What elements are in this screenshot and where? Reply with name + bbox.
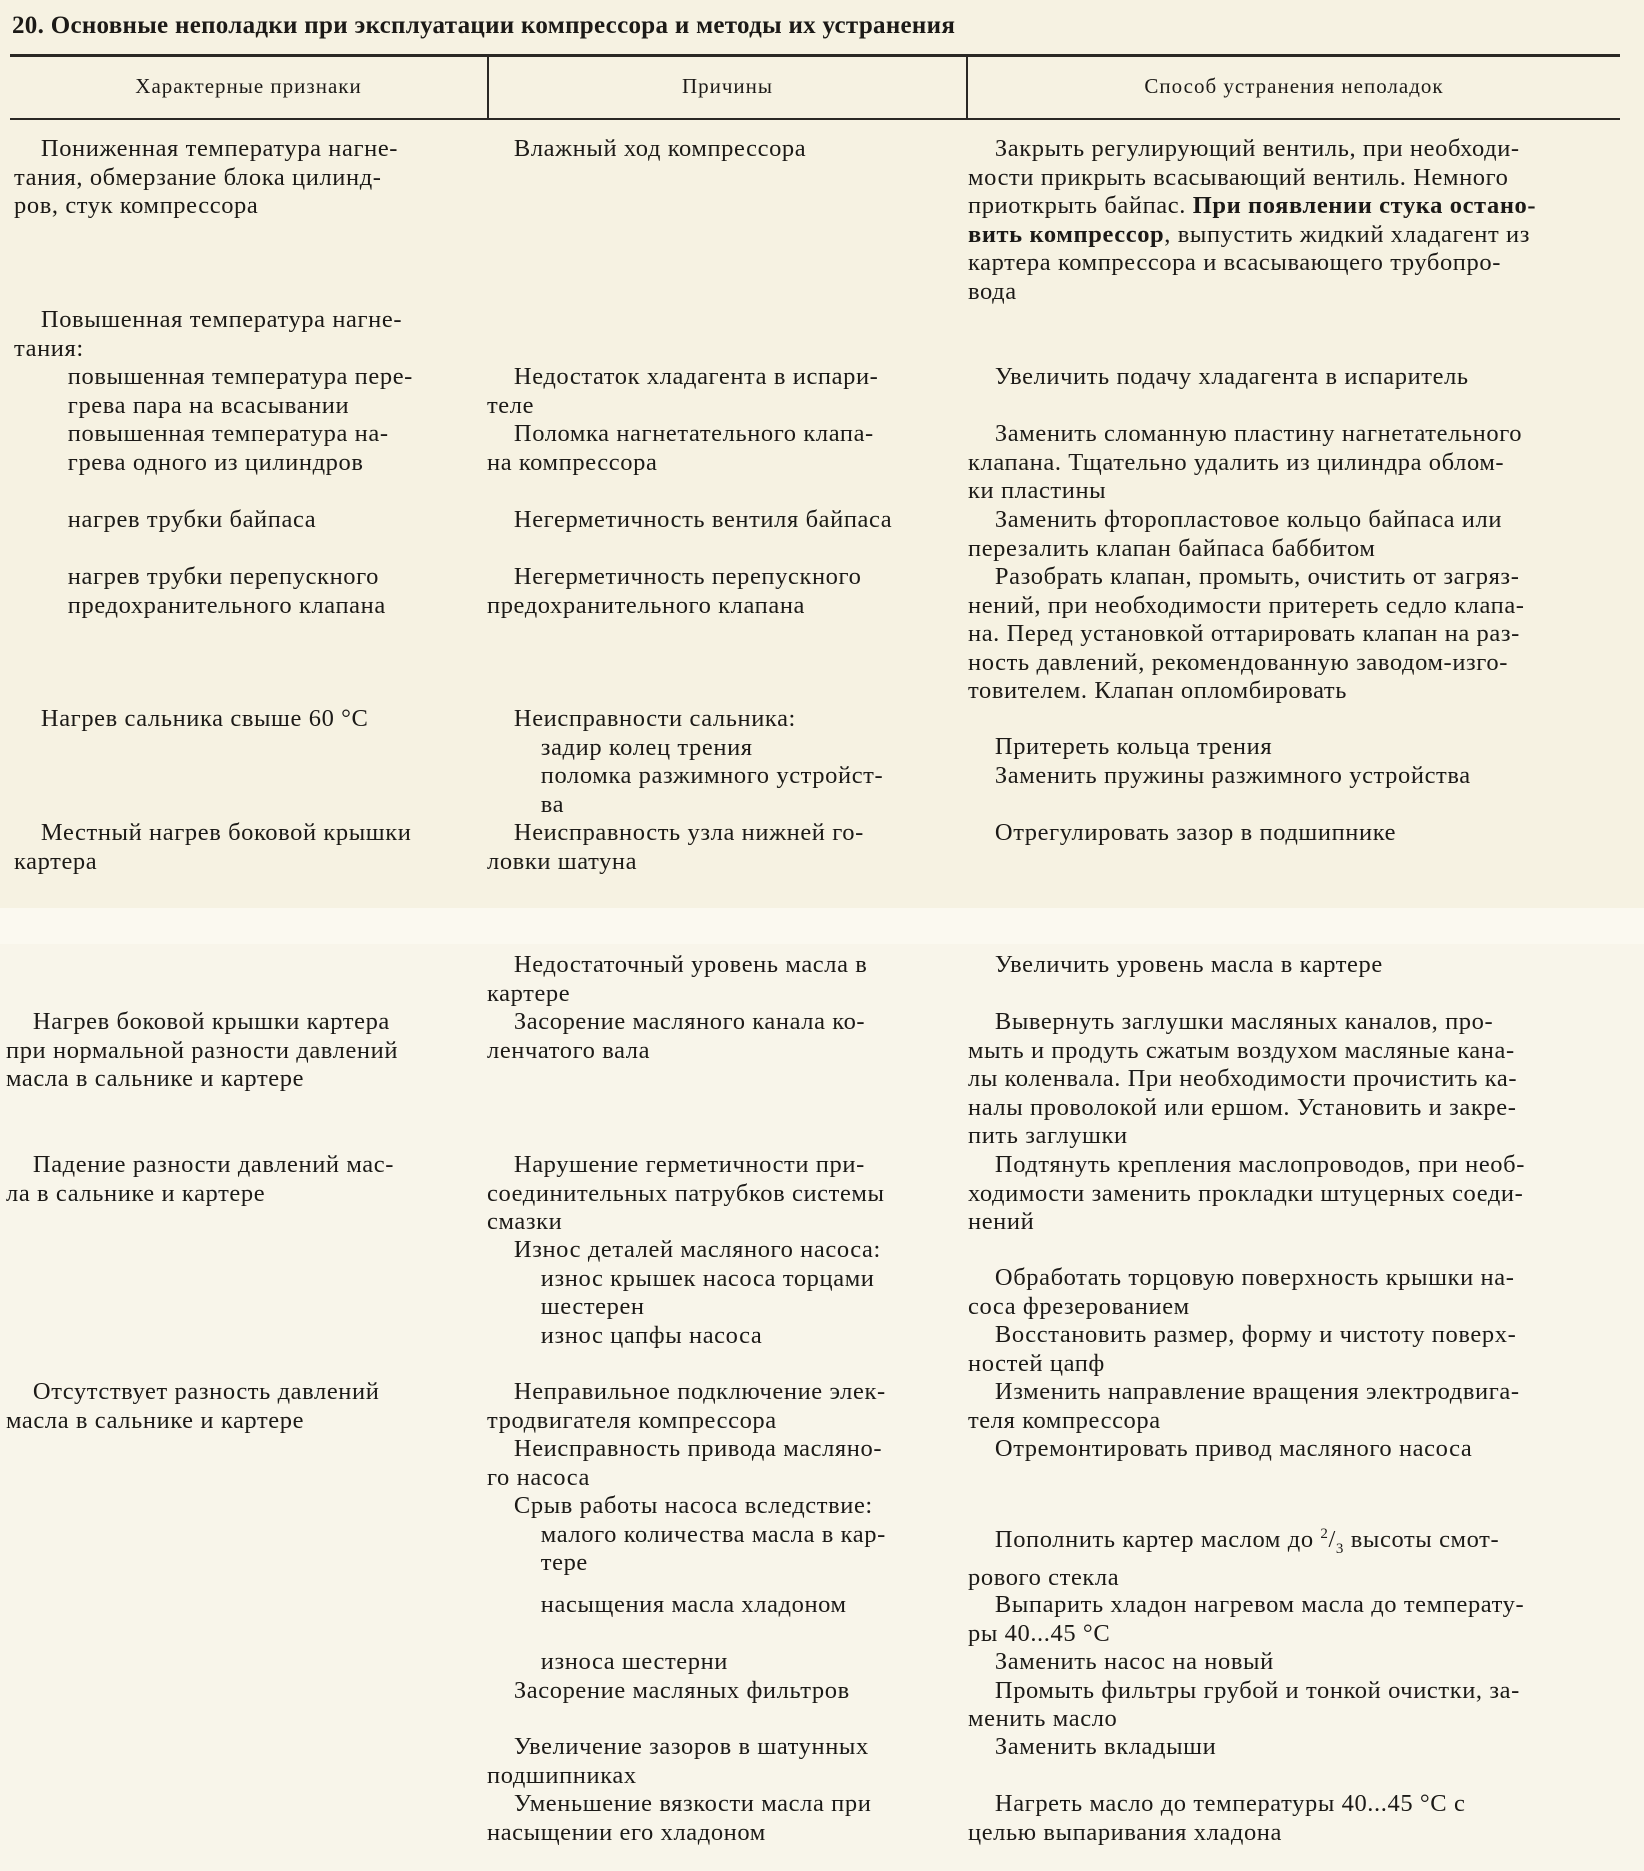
cause-cell: Негерметичность перепускного предохранительного клапана	[487, 563, 862, 619]
remedy-cell: Пополнить картер маслом до $^2/_3$ высоты смот- рового стекла	[968, 1526, 1500, 1591]
header-causes: Причины	[681, 74, 774, 98]
cause-cell: Недостаток хладагента в испари- теле	[487, 363, 879, 419]
remedy-cell: Разобрать клапан, промыть, очистить от загряз- нений, при необходимости притереть седло клапа- на. Перед установкой оттарировать клапан на раз- ность давлений, рекомендованную заводом-изго- товителем. Клапан опломбировать	[968, 563, 1525, 704]
cause-cell: износа шестерни Засорение масляных фильтров	[513, 1648, 850, 1704]
remedy-cell: Увеличить подачу хладагента в испаритель	[968, 363, 1469, 390]
cause-cell: Неисправность узла нижней го- ловки шатуна	[487, 819, 864, 875]
fraction-numerator: 2	[1320, 1526, 1329, 1542]
remedy-cell: Притереть кольца трения Заменить пружины разжимного устройства	[994, 733, 1471, 789]
cause-cell: Износ деталей масляного насоса: износ крышек насоса торцами шестерен износ цапфы насоса	[513, 1236, 881, 1349]
cause-cell: Неправильное подключение элек- тродвигателя компрессора Неисправность привода масляно- го насоса Срыв работы насоса вследствие: малого количества масла в кар- тере	[487, 1378, 886, 1576]
remedy-cell: Обработать торцовую поверхность крышки на- соса фрезерованием Восстановить размер, форму и чистоту поверх- ностей цапф	[968, 1264, 1517, 1377]
header-remedies: Способ устранения неполадок	[1144, 74, 1444, 98]
cause-cell: Поломка нагнетательного клапа- на компрессора	[487, 420, 874, 476]
symptom-cell: Нагрев сальника свыше 60 °C	[14, 705, 369, 732]
remedy-cell: Отрегулировать зазор в подшипнике	[968, 819, 1397, 846]
cause-cell: Неисправности сальника: задир колец трения поломка разжимного устройст- ва	[513, 705, 884, 818]
remedy-text: , выпустить жидкий хладагент из картера компрессора и всасывающего трубопро- вода	[968, 220, 1530, 305]
page-break-band	[0, 908, 1644, 944]
remedy-emphasis: При появлении стука остано- вить компрессор	[968, 192, 1537, 248]
remedy-text: Пополнить картер маслом до	[968, 1526, 1321, 1554]
table-top-rule	[10, 54, 1620, 57]
remedy-cell: Вывернуть заглушки масляных каналов, про- мыть и продуть сжатым воздухом масляные кана- лы коленвала. При необходимости прочистить ка- налы проволокой или ершом. Установить и закре- пить заглушки	[968, 1008, 1518, 1149]
symptom-cell: Нагрев боковой крышки картера при нормальной разности давлений масла в сальнике и картере	[6, 1008, 399, 1092]
symptom-cell: Повышенная температура нагне- тания:	[14, 306, 403, 362]
fraction-denominator: 3	[1335, 1541, 1345, 1558]
remedy-cell: Увеличить уровень масла в картере	[968, 951, 1383, 978]
remedy-cell: Подтянуть крепления маслопроводов, при необ- ходимости заменить прокладки штуцерных соеди- нений	[968, 1151, 1525, 1235]
remedy-cell: Заменить фторопластовое кольцо байпаса или перезалить клапан байпаса баббитом	[968, 506, 1503, 562]
symptom-cell: Отсутствует разность давлений масла в сальнике и картере	[6, 1378, 380, 1434]
remedy-text: высоты смот- рового стекла	[968, 1526, 1500, 1591]
remedy-cell: Заменить сломанную пластину нагнетательного клапана. Тщательно удалить из цилиндра облом- ки пластины	[968, 420, 1523, 504]
remedy-cell: Изменить направление вращения электродвига- теля компрессора Отремонтировать привод масляного насоса	[968, 1378, 1520, 1462]
remedy-cell: Выпарить хладон нагревом масла до температу- ры 40...45 °C	[968, 1591, 1525, 1647]
header-bottom-rule	[10, 118, 1620, 120]
symptom-cell: повышенная температура на- грева одного из цилиндров	[67, 420, 389, 476]
cause-cell: Негерметичность вентиля байпаса	[487, 506, 893, 533]
remedy-cell: Заменить насос на новый Промыть фильтры грубой и тонкой очистки, за- менить масло	[968, 1648, 1520, 1732]
remedy-cell: Заменить вкладыши Нагреть масло до температуры 40...45 °C с целью выпаривания хладона	[968, 1733, 1466, 1846]
cause-cell: Засорение масляного канала ко- ленчатого вала	[487, 1008, 866, 1064]
remedy-text: Закрыть регулирующий вентиль, при необходи- мости прикрыть всасывающий вентиль. Немного приоткрыть байпас.	[968, 135, 1520, 219]
symptom-cell: Падение разности давлений мас- ла в сальнике и картере	[6, 1151, 395, 1207]
cause-cell: Влажный ход компрессора	[487, 135, 807, 162]
table-title: 20. Основные неполадки при эксплуатации компрессора и методы их устранения	[12, 12, 956, 39]
symptom-cell: Пониженная температура нагне- тания, обмерзание блока цилинд- ров, стук компрессора	[14, 135, 399, 219]
symptom-cell: Местный нагрев боковой крышки картера	[14, 819, 412, 875]
header-symptoms: Характерные признаки	[135, 74, 362, 98]
remedy-cell	[968, 135, 1620, 306]
symptom-cell: повышенная температура пере- грева пара на всасывании	[67, 363, 413, 419]
cause-cell: Увеличение зазоров в шатунных подшипниках Уменьшение вязкости масла при насыщении его хладоном	[487, 1733, 872, 1846]
cause-cell: Недостаточный уровень масла в картере	[487, 951, 868, 1007]
symptom-cell: нагрев трубки байпаса	[14, 506, 317, 533]
symptom-cell: нагрев трубки перепускного предохранительного клапана	[67, 563, 386, 619]
cause-cell: насыщения масла хладоном	[487, 1591, 847, 1618]
cause-cell: Нарушение герметичности при- соединительных патрубков системы смазки	[487, 1151, 885, 1235]
